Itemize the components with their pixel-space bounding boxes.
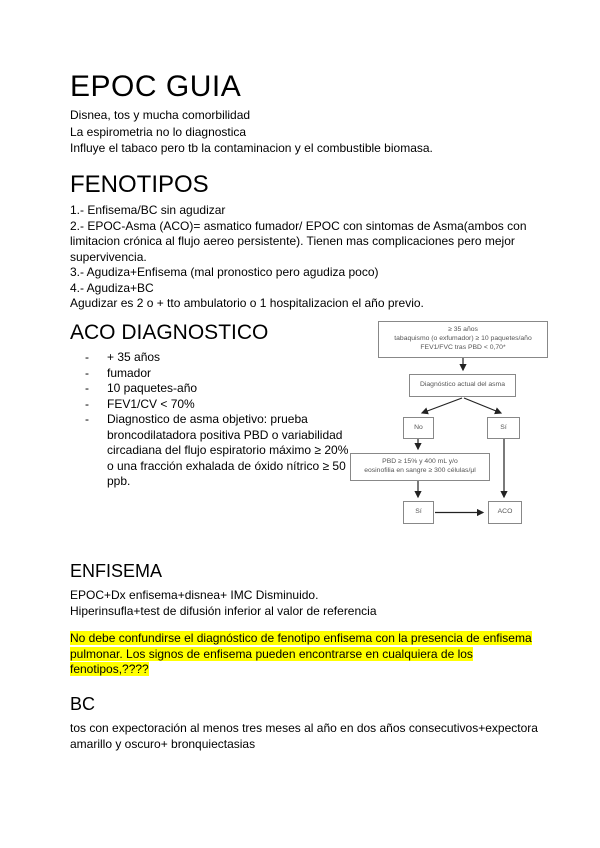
- fenotipos-list: [70, 203, 538, 312]
- bullet-dash: -: [85, 381, 89, 395]
- document-title: EPOC GUIA: [70, 70, 242, 103]
- bc-paragraph: tos con expectoración al menos tres meses al año en dos años consecutivos+expectora amarillo y oscuro+ bronquiectasias: [70, 721, 538, 751]
- aco-bullet-list: [70, 350, 354, 490]
- flowchart-si-box: Sí: [487, 417, 520, 439]
- highlighted-note-paragraph: [70, 631, 542, 678]
- aco-bullet-item: [70, 381, 354, 397]
- flowchart-pbd-box: [350, 453, 490, 481]
- intro-line: Disnea, tos y mucha comorbilidad: [70, 108, 251, 122]
- criteria-line: tabaquismo (o exfumador) ≥ 10 paquetes/año: [394, 335, 532, 343]
- intro-line: Influye el tabaco pero tb la contaminacion y el combustible biomasa.: [70, 141, 433, 155]
- flowchart-criteria-box: [378, 321, 548, 358]
- flowchart-aco-box: ACO: [488, 501, 522, 524]
- intro-paragraph: [70, 107, 540, 157]
- fenotipos-item: Agudizar es 2 o + tto ambulatorio o 1 hospitalizacion el año previo.: [70, 296, 424, 310]
- heading-aco-diagnostico: ACO DIAGNOSTICO: [70, 321, 269, 344]
- intro-line: La espirometria no lo diagnostica: [70, 124, 247, 139]
- enfisema-line: Hiperinsufla+test de difusión inferior al valor de referencia: [70, 603, 377, 618]
- bullet-dash: -: [85, 412, 89, 426]
- flowchart-diagnosis-box: Diagnóstico actual del asma: [409, 374, 516, 397]
- bullet-dash: -: [85, 365, 89, 380]
- aco-bullet-item: [70, 366, 354, 382]
- criteria-line: FEV1/FVC tras PBD < 0,70*: [420, 343, 506, 351]
- highlighted-note: No debe confundirse el diagnóstico de fenotipo enfisema con la presencia de enfisema pulmonar. Los signos de enfisema pueden encontrarse en cualquiera de los fenotipos,????: [70, 631, 532, 676]
- aco-bullet-item: [70, 397, 354, 413]
- flowchart-no-box: No: [403, 417, 434, 439]
- bullet-dash: -: [85, 350, 89, 364]
- fenotipos-item: 2.- EPOC-Asma (ACO)= asmatico fumador/ EPOC con sintomas de Asma(ambos con limitacion crónica al flujo aereo persistente). Tienen mas complicaciones pero mejor supervivencia.: [70, 218, 527, 264]
- fenotipos-item: 4.- Agudiza+BC: [70, 280, 154, 295]
- aco-bullet-text: 10 paquetes-año: [107, 381, 198, 395]
- enfisema-line: EPOC+Dx enfisema+disnea+ IMC Disminuido.: [70, 588, 319, 602]
- fenotipos-item: 1.- Enfisema/BC sin agudizar: [70, 203, 226, 217]
- aco-bullet-text: + 35 años: [107, 350, 161, 364]
- aco-bullet-text: FEV1/CV < 70%: [107, 396, 195, 411]
- enfisema-paragraph: [70, 588, 538, 619]
- fenotipos-item: 3.- Agudiza+Enfisema (mal pronostico pero agudiza poco): [70, 265, 379, 279]
- flowchart-si2-box: Sí: [403, 501, 434, 524]
- criteria-line: ≥ 35 años: [448, 326, 478, 334]
- heading-bc: BC: [70, 694, 96, 714]
- pbd-line: eosinofilia en sangre ≥ 300 células/μl: [364, 467, 476, 474]
- bullet-dash: -: [85, 396, 89, 411]
- aco-flowchart: [348, 318, 560, 530]
- heading-fenotipos: FENOTIPOS: [70, 171, 209, 198]
- pbd-line: PBD ≥ 15% y 400 mL y/o: [382, 458, 458, 466]
- aco-bullet-text: fumador: [107, 365, 152, 380]
- aco-bullet-item: [70, 412, 354, 490]
- aco-bullet-text: Diagnostico de asma objetivo: prueba broncodilatadora positiva PBD o variabilidad circadiana del flujo espiratorio máximo ≥ 20% o una fracción exhalada de óxido nítrico ≥ 50 ppb.: [107, 412, 349, 488]
- aco-bullet-item: [70, 350, 354, 366]
- heading-enfisema: ENFISEMA: [70, 561, 163, 581]
